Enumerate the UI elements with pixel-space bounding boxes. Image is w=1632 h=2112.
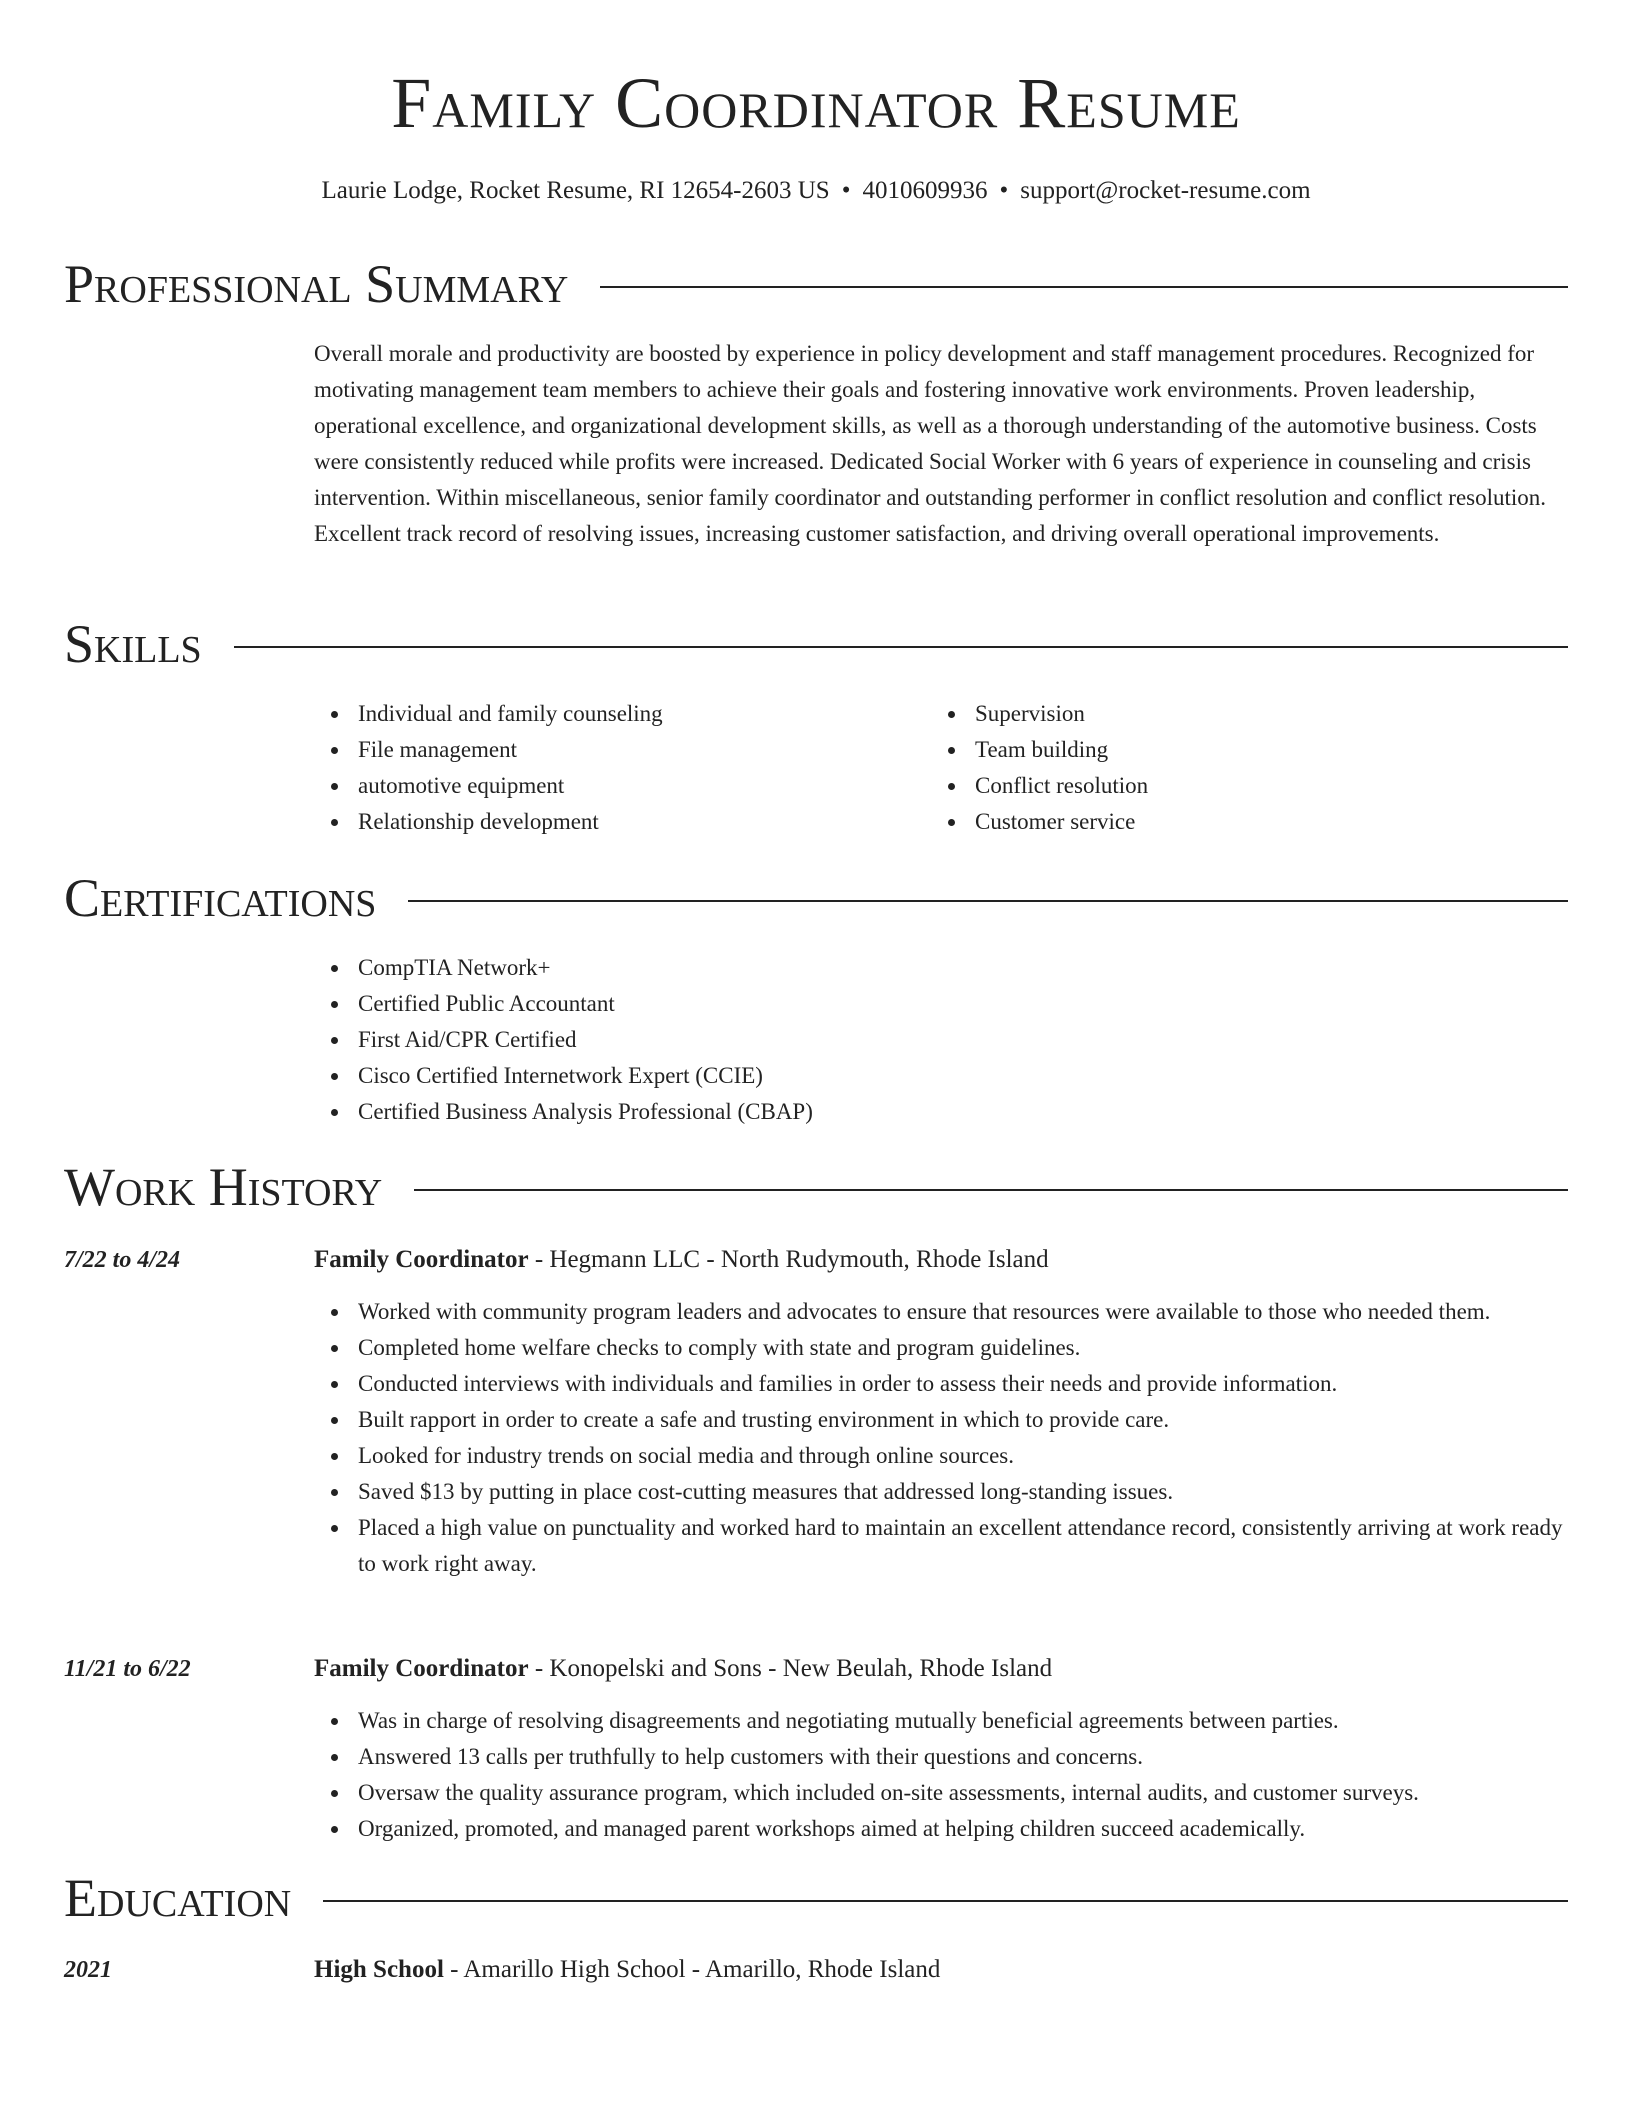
skills-list-right xyxy=(931,696,1548,840)
job-bullet: Looked for industry trends on social media and through online sources. xyxy=(314,1438,1568,1474)
certifications-heading: Certifications xyxy=(64,868,377,928)
skill-item: Customer service xyxy=(931,804,1548,840)
certification-item: CompTIA Network+ xyxy=(314,950,1568,986)
job-dates: 11/21 to 6/22 xyxy=(64,1656,191,1682)
section-divider xyxy=(600,286,1568,288)
job-details: - Hegmann LLC - North Rudymouth, Rhode Island xyxy=(528,1246,1049,1273)
work-section-header xyxy=(64,1155,1568,1219)
job-bullet-list xyxy=(314,1703,1568,1847)
contact-line xyxy=(0,174,1632,208)
job-bullet: Saved $13 by putting in place cost-cutting measures that addressed long-standing issues. xyxy=(314,1474,1568,1510)
certification-item: Certified Public Accountant xyxy=(314,986,1568,1022)
work-heading: Work History xyxy=(64,1157,383,1217)
summary-heading: Professional Summary xyxy=(64,254,569,314)
job-bullet: Completed home welfare checks to comply with state and program guidelines. xyxy=(314,1330,1568,1366)
skills-list-left xyxy=(314,696,931,840)
skill-item: Supervision xyxy=(931,696,1548,732)
job-heading xyxy=(314,1651,1568,1687)
section-divider xyxy=(234,646,1568,648)
job-bullet: Was in charge of resolving disagreements and negotiating mutually beneficial agreements between parties. xyxy=(314,1703,1568,1739)
contact-address: Laurie Lodge, Rocket Resume, RI 12654-2603 US xyxy=(321,177,830,204)
skill-item: Team building xyxy=(931,732,1548,768)
job-bullet: Conducted interviews with individuals and families in order to assess their needs and provide information. xyxy=(314,1366,1568,1402)
skill-item: Conflict resolution xyxy=(931,768,1548,804)
contact-separator: • xyxy=(999,177,1009,204)
skill-item: Individual and family counseling xyxy=(314,696,931,732)
job-heading xyxy=(314,1242,1568,1278)
certifications-body xyxy=(314,950,1568,1130)
job-bullet: Built rapport in order to create a safe and trusting environment in which to provide care. xyxy=(314,1402,1568,1438)
skills-grid xyxy=(314,696,1568,840)
job-details: - Konopelski and Sons - New Beulah, Rhode Island xyxy=(528,1655,1053,1682)
job-bullet: Placed a high value on punctuality and worked hard to maintain an excellent attendance record, consistently arriving at work ready to work right away. xyxy=(314,1510,1568,1582)
certification-item: Certified Business Analysis Professional (CBAP) xyxy=(314,1094,1568,1130)
education-heading-line xyxy=(314,1952,1568,1988)
job-dates: 7/22 to 4/24 xyxy=(64,1247,181,1273)
section-divider xyxy=(323,1900,1568,1902)
certification-item: First Aid/CPR Certified xyxy=(314,1022,1568,1058)
education-section-header xyxy=(64,1866,1568,1930)
summary-section-header xyxy=(64,252,1568,316)
education-degree: High School xyxy=(314,1956,444,1983)
contact-phone: 4010609936 xyxy=(862,177,988,204)
education-heading: Education xyxy=(64,1868,292,1928)
document-title: Family Coordinator Resume xyxy=(391,63,1241,143)
job-bullet: Answered 13 calls per truthfully to help customers with their questions and concerns. xyxy=(314,1739,1568,1775)
contact-separator: • xyxy=(841,177,851,204)
section-divider xyxy=(414,1189,1568,1191)
skill-item: automotive equipment xyxy=(314,768,931,804)
job-bullet-list xyxy=(314,1294,1568,1582)
job-title: Family Coordinator xyxy=(314,1655,529,1682)
education-details: - Amarillo High School - Amarillo, Rhode Island xyxy=(443,1956,941,1983)
job-bullet: Worked with community program leaders and advocates to ensure that resources were available to those who needed them. xyxy=(314,1294,1568,1330)
education-year: 2021 xyxy=(64,1957,112,1983)
summary-text: Overall morale and productivity are boosted by experience in policy development and staff management procedures. Recognized for motivating management team members to achieve their goals and fostering innovative work environments. Proven leadership, operational excellence, and organizational development skills, as well as a thorough understanding of the automotive business. Costs were consistently reduced while profits were increased. Dedicated Social Worker with 6 years of experience in counseling and crisis intervention. Within miscellaneous, senior family coordinator and outstanding performer in conflict resolution and conflict resolution. Excellent track record of resolving issues, increasing customer satisfaction, and driving overall operational improvements. xyxy=(314,341,1547,546)
skills-body xyxy=(314,696,1568,840)
certifications-section-header xyxy=(64,866,1568,930)
skills-heading: Skills xyxy=(64,614,202,674)
job-bullet: Oversaw the quality assurance program, which included on-site assessments, internal audits, and customer surveys. xyxy=(314,1775,1568,1811)
contact-email: support@rocket-resume.com xyxy=(1020,177,1311,204)
job-bullet: Organized, promoted, and managed parent workshops aimed at helping children succeed academically. xyxy=(314,1811,1568,1847)
skill-item: File management xyxy=(314,732,931,768)
section-divider xyxy=(408,900,1568,902)
skill-item: Relationship development xyxy=(314,804,931,840)
certification-item: Cisco Certified Internetwork Expert (CCIE) xyxy=(314,1058,1568,1094)
job-bullets xyxy=(314,1703,1568,1847)
job-title: Family Coordinator xyxy=(314,1246,529,1273)
summary-body xyxy=(314,336,1568,552)
job-bullets xyxy=(314,1294,1568,1582)
certifications-list xyxy=(314,950,1568,1130)
skills-section-header xyxy=(64,612,1568,676)
